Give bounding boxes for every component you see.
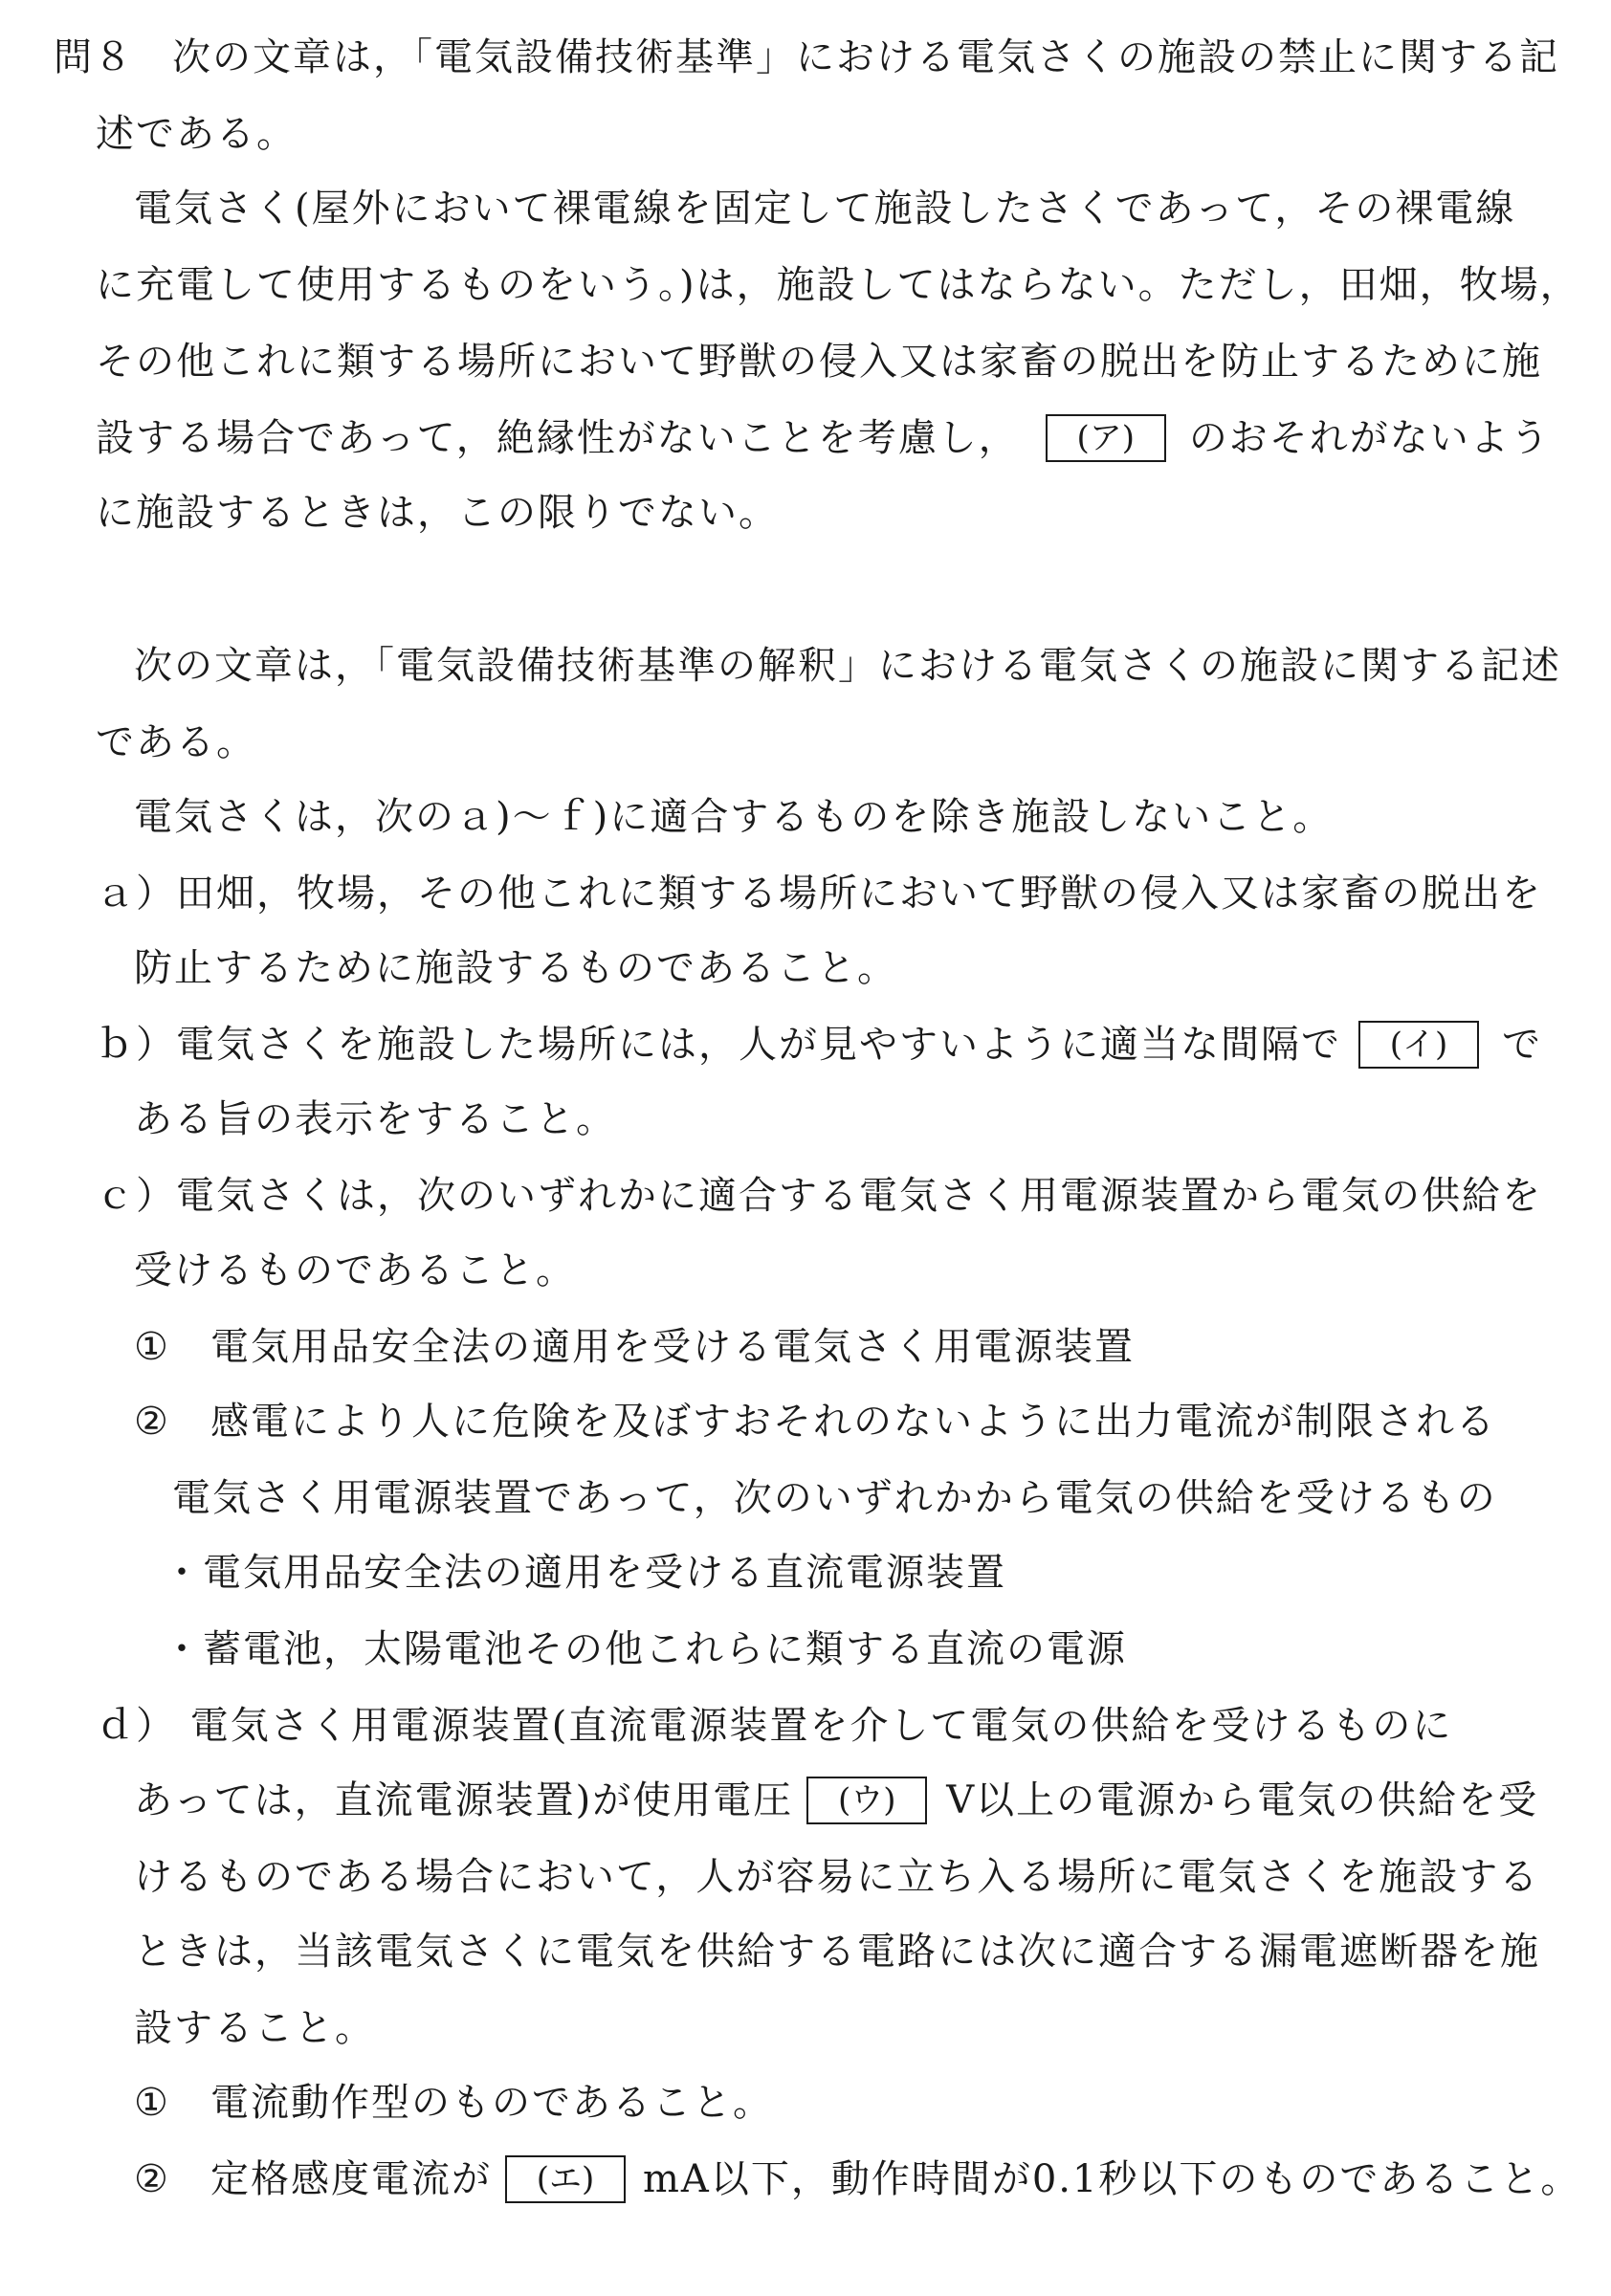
blank-u-box: (ウ)	[806, 1777, 927, 1824]
item-d-line-2-text: あっては，直流電源装置)が使用電圧	[134, 1778, 794, 1822]
item-c-sub-1-text: 電気用品安全法の適用を受ける電気さく用電源装置	[210, 1325, 1135, 1369]
item-c-bullet-1: ・電気用品安全法の適用を受ける直流電源装置	[163, 1551, 1006, 1595]
item-b-line-2: ある旨の表示をすること。	[134, 1097, 616, 1141]
item-d-line-2	[134, 1777, 1538, 1823]
item-c-sub-1-number: ①	[134, 1325, 170, 1369]
item-c-line-2: 受けるものであること。	[134, 1248, 576, 1292]
item-d-sub-2	[134, 2156, 1580, 2202]
item-d-sub-1	[134, 2080, 773, 2126]
para1-line-4-text: 設する場合であって，絶縁性がないことを考慮し，	[96, 416, 1019, 460]
item-c-line-1: ｃ）電気さくは，次のいずれかに適合する電気さく用電源装置から電気の供給を	[96, 1174, 1542, 1218]
item-a-line-1: ａ）田畑，牧場，その他これに類する場所において野獣の侵入又は家畜の脱出を	[96, 872, 1542, 916]
question-number: 問８	[54, 35, 134, 79]
para1-line-5: に施設するときは，この限りでない。	[96, 491, 779, 535]
item-c-sub-2-line-2: 電気さく用電源装置であって，次のいずれかから電気の供給を受けるもの	[172, 1476, 1497, 1520]
item-d-sub-2-number: ②	[134, 2157, 170, 2201]
item-d-line-1: ｄ） 電気さく用電源装置(直流電源装置を介して電気の供給を受けるものに	[96, 1704, 1453, 1748]
para2-lead: 電気さくは，次のａ)～ｆ)に適合するものを除き施設しないこと。	[134, 795, 1334, 839]
item-c-sub-2-number: ②	[134, 1400, 170, 1444]
item-d-line-3: けるものである場合において，人が容易に立ち入る場所に電気さくを施設する	[134, 1855, 1540, 1899]
item-c-bullet-2: ・蓄電池，太陽電池その他これらに類する直流の電源	[163, 1627, 1127, 1671]
question-line-1	[54, 34, 1559, 80]
para2-intro-line-1: 次の文章は，「電気設備技術基準の解釈」における電気さくの施設に関する記述	[134, 644, 1561, 688]
blank-e-box: (エ)	[505, 2155, 626, 2203]
item-b-after: で	[1502, 1023, 1542, 1067]
question-line-2: 述である。	[96, 112, 297, 156]
blank-i-box: (イ)	[1358, 1021, 1479, 1069]
item-d-line-5: 設すること。	[134, 2006, 375, 2050]
item-c-sub-2-text: 感電により人に危険を及ぼすおそれのないように出力電流が制限される	[210, 1400, 1496, 1444]
blank-a-box: (ア)	[1046, 414, 1166, 462]
para1-line-4-after: のおそれがないよう	[1188, 416, 1551, 460]
question-intro: 次の文章は，「電気設備技術基準」における電気さくの施設の禁止に関する記	[172, 35, 1559, 79]
para1-line-3: その他これに類する場所において野獣の侵入又は家畜の脱出を防止するために施	[96, 340, 1542, 384]
item-a-line-2: 防止するために施設するものであること。	[134, 946, 897, 990]
item-d-line-4: ときは，当該電気さくに電気を供給する電路には次に適合する漏電遮断器を施	[134, 1930, 1540, 1974]
para1-line-1: 電気さく(屋外において裸電線を固定して施設したさくであって，その裸電線	[134, 187, 1516, 231]
item-c-sub-1	[134, 1324, 1135, 1370]
para2-intro-line-2: である。	[96, 720, 256, 764]
item-d-sub-1-number: ①	[134, 2081, 170, 2125]
item-d-line-2-after: V以上の電源から電気の供給を受	[946, 1778, 1539, 1822]
item-d-sub-2-text: 定格感度電流が	[210, 2157, 492, 2201]
item-b-line-1	[96, 1022, 1542, 1068]
para1-line-4	[96, 415, 1551, 461]
item-c-sub-2	[134, 1399, 1496, 1445]
item-b-text: ｂ）電気さくを施設した場所には，人が見やすいように適当な間隔で	[96, 1023, 1341, 1067]
item-d-sub-1-text: 電流動作型のものであること。	[210, 2081, 773, 2125]
para1-line-2: に充電して使用するものをいう。)は，施設してはならない。ただし，田畑，牧場，	[96, 263, 1580, 307]
item-d-sub-2-after: mA以下，動作時間が0.1秒以下のものであること。	[643, 2157, 1581, 2201]
